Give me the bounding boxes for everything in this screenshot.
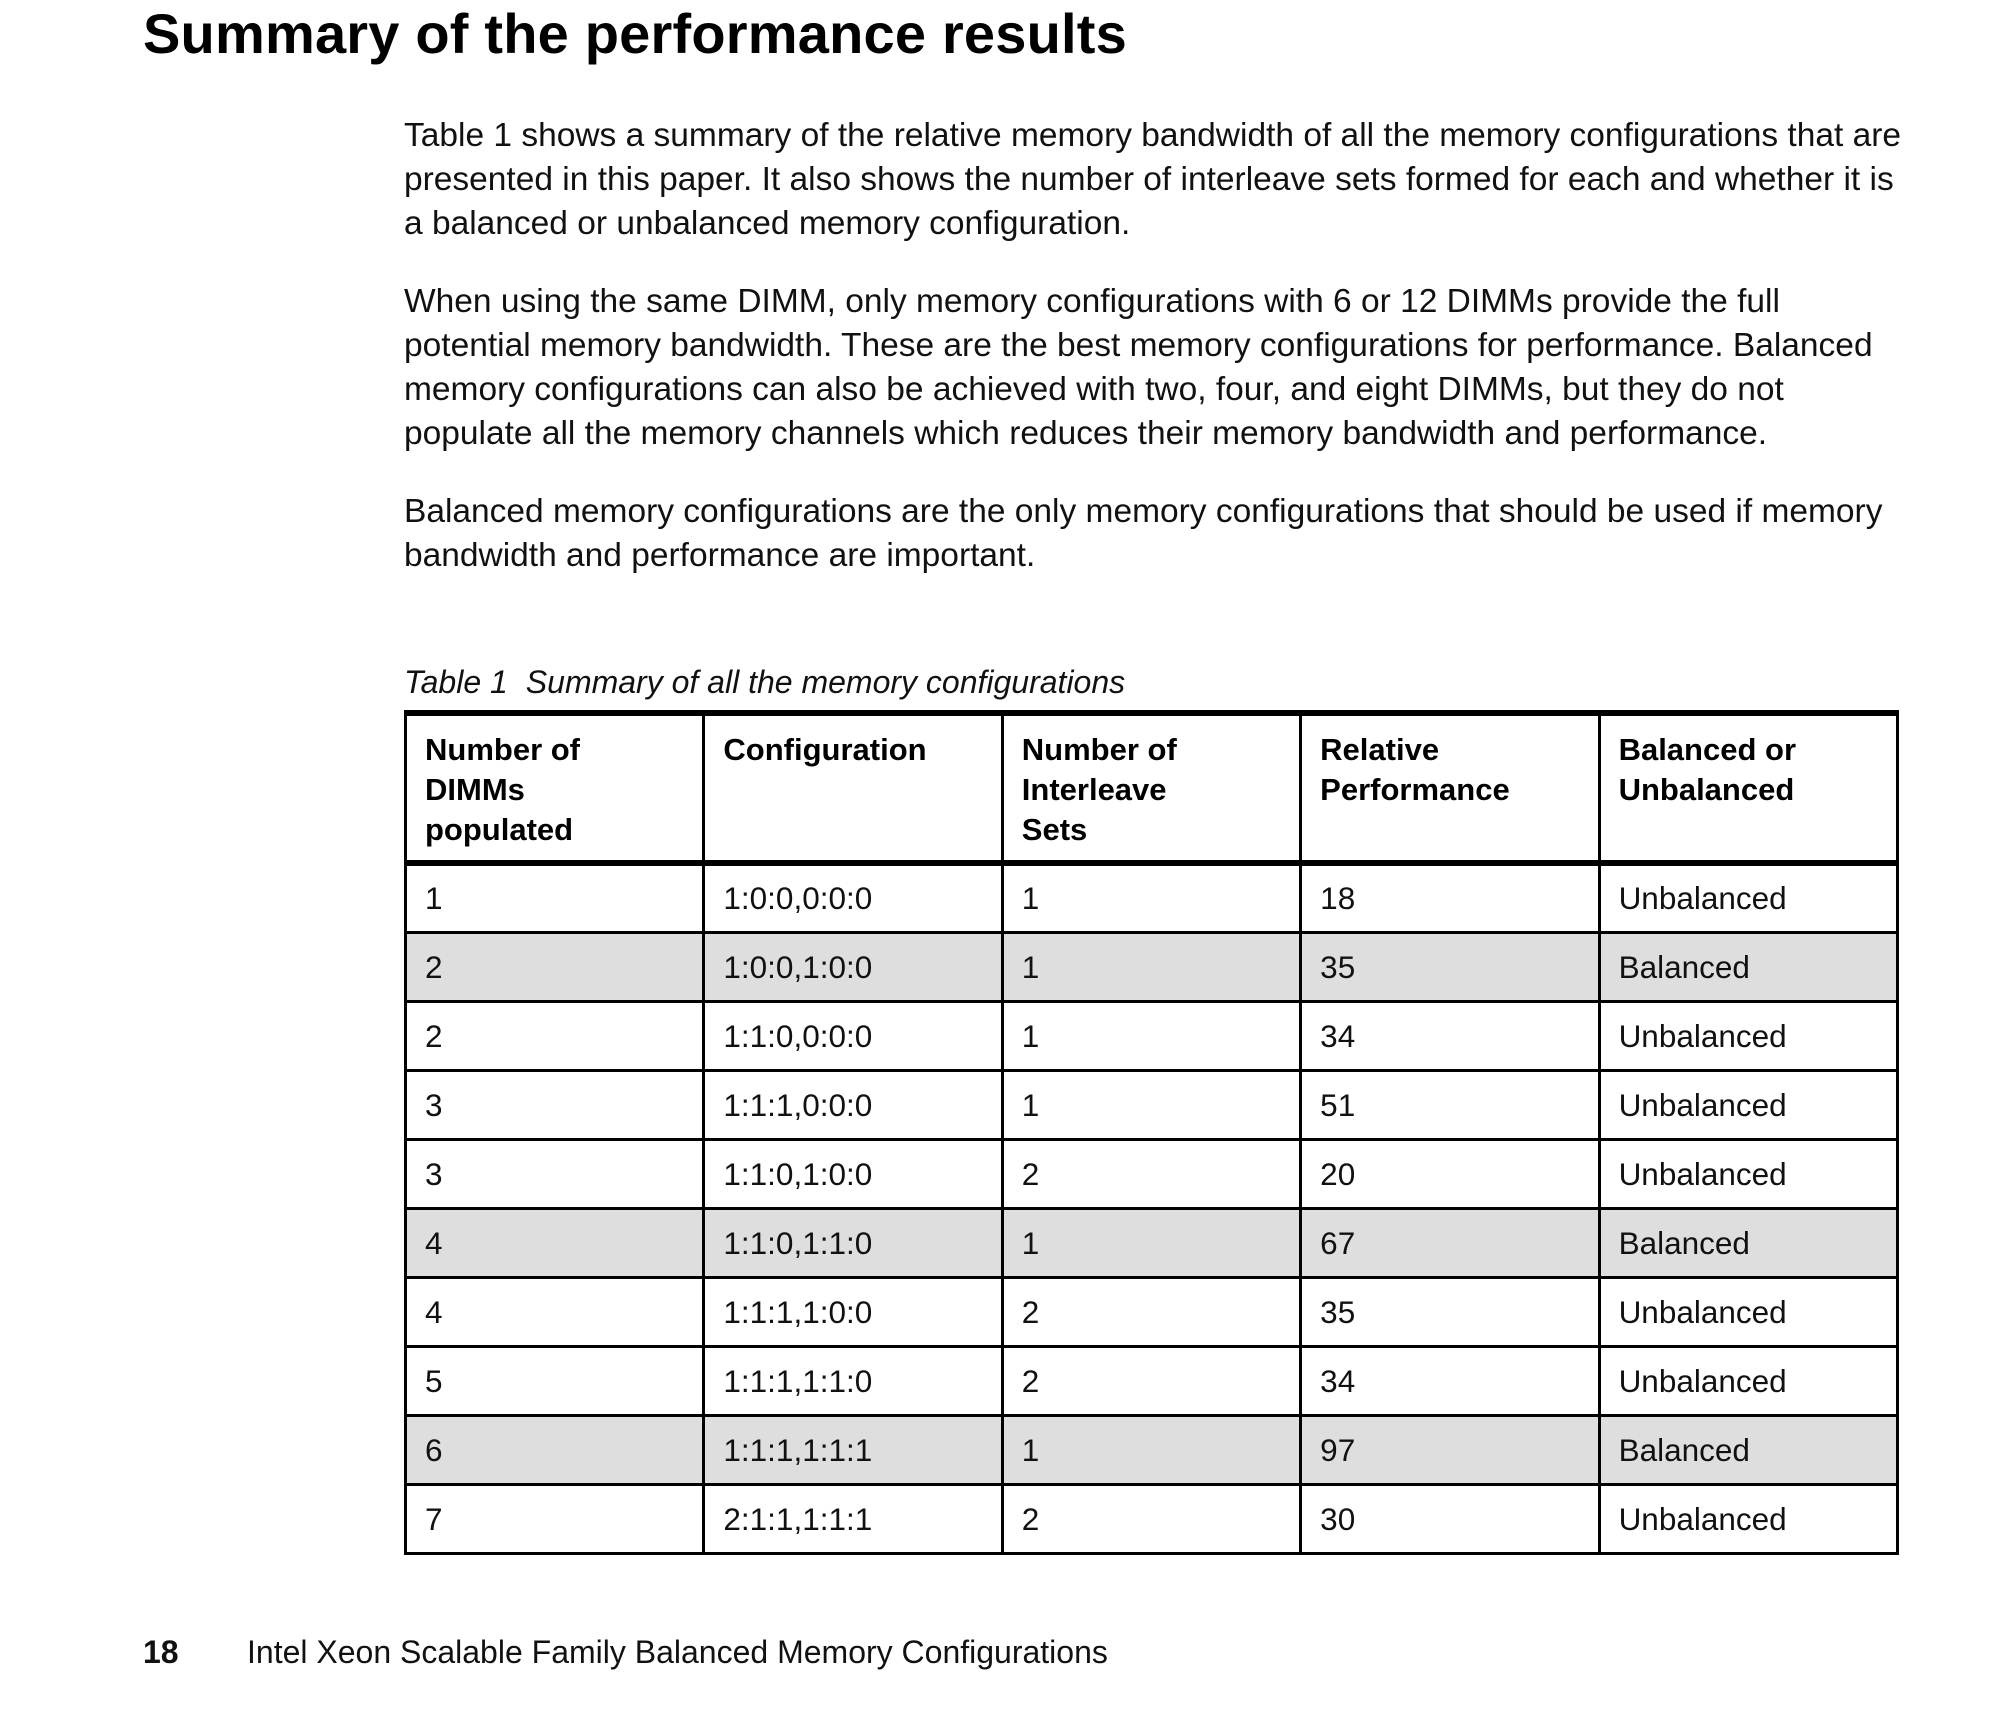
- header-interleave-sets: [1002, 713, 1300, 863]
- cell-interleave-sets: 2: [1002, 1139, 1300, 1208]
- table-caption-text: Summary of all the memory configurations: [525, 664, 1126, 700]
- cell-dimms: 2: [406, 932, 704, 1001]
- cell-interleave-sets: 1: [1002, 1415, 1300, 1484]
- header-line: Relative: [1320, 732, 1440, 767]
- cell-configuration: 1:1:0,0:0:0: [704, 1001, 1002, 1070]
- cell-relative-performance: 51: [1301, 1070, 1599, 1139]
- cell-balance: Unbalanced: [1599, 1001, 1897, 1070]
- table-row: [406, 1484, 1898, 1553]
- cell-balance: Unbalanced: [1599, 1346, 1897, 1415]
- header-line: populated: [425, 812, 574, 847]
- cell-configuration: 1:1:1,1:1:1: [704, 1415, 1002, 1484]
- table-row: [406, 1001, 1898, 1070]
- cell-relative-performance: 34: [1301, 1346, 1599, 1415]
- cell-interleave-sets: 1: [1002, 1208, 1300, 1277]
- cell-dimms: 3: [406, 1070, 704, 1139]
- table-header-row: [406, 713, 1898, 863]
- document-title: Intel Xeon Scalable Family Balanced Memory Configurations: [247, 1634, 1108, 1670]
- cell-balance: Unbalanced: [1599, 1484, 1897, 1553]
- table-caption: [404, 662, 1125, 702]
- cell-dimms: 2: [406, 1001, 704, 1070]
- memory-config-table: [404, 710, 1899, 1555]
- cell-interleave-sets: 1: [1002, 1001, 1300, 1070]
- cell-dimms: 7: [406, 1484, 704, 1553]
- cell-configuration: 1:0:0,1:0:0: [704, 932, 1002, 1001]
- cell-interleave-sets: 1: [1002, 932, 1300, 1001]
- cell-interleave-sets: 2: [1002, 1346, 1300, 1415]
- cell-balance: Balanced: [1599, 932, 1897, 1001]
- cell-balance: Unbalanced: [1599, 863, 1897, 932]
- cell-dimms: 4: [406, 1277, 704, 1346]
- cell-configuration: 1:1:1,0:0:0: [704, 1070, 1002, 1139]
- header-number-of-dimms: [406, 713, 704, 863]
- table-row: [406, 932, 1898, 1001]
- cell-relative-performance: 67: [1301, 1208, 1599, 1277]
- cell-relative-performance: 97: [1301, 1415, 1599, 1484]
- body-text: [404, 114, 1904, 612]
- cell-relative-performance: 34: [1301, 1001, 1599, 1070]
- cell-interleave-sets: 2: [1002, 1484, 1300, 1553]
- cell-balance: Balanced: [1599, 1208, 1897, 1277]
- cell-configuration: 1:1:0,1:0:0: [704, 1139, 1002, 1208]
- table-row: [406, 1070, 1898, 1139]
- header-line: Configuration: [723, 732, 927, 767]
- page-footer: [143, 1632, 1108, 1672]
- cell-configuration: 1:1:0,1:1:0: [704, 1208, 1002, 1277]
- section-heading: Summary of the performance results: [143, 2, 1127, 65]
- table-row: [406, 1139, 1898, 1208]
- table-body: [406, 863, 1898, 1553]
- paragraph-balanced: Balanced memory configurations are the only memory configurations that should be used if memory bandwidth and performance are important.: [404, 493, 1883, 574]
- header-line: Number of: [1021, 732, 1177, 767]
- cell-interleave-sets: 1: [1002, 863, 1300, 932]
- cell-dimms: 6: [406, 1415, 704, 1484]
- cell-relative-performance: 35: [1301, 932, 1599, 1001]
- cell-balance: Unbalanced: [1599, 1070, 1897, 1139]
- table-caption-number: Table 1: [404, 664, 508, 700]
- cell-dimms: 1: [406, 863, 704, 932]
- cell-relative-performance: 18: [1301, 863, 1599, 932]
- table-row: [406, 863, 1898, 932]
- cell-balance: Unbalanced: [1599, 1139, 1897, 1208]
- cell-dimms: 3: [406, 1139, 704, 1208]
- header-line: Performance: [1320, 772, 1510, 807]
- header-line: DIMMs: [425, 772, 525, 807]
- header-line: Balanced or: [1618, 732, 1797, 767]
- table-row: [406, 1346, 1898, 1415]
- page-number: 18: [143, 1634, 179, 1670]
- header-line: Sets: [1021, 812, 1088, 847]
- paragraph-same-dimm: When using the same DIMM, only memory configurations with 6 or 12 DIMMs provide the full potential memory bandwidth. These are the best memory configurations for performance. Balanced memory configurations can also be achieved with two, four, and eight DIMMs, but they do not populate all the memory channels which reduces their memory bandwidth and performance.: [404, 283, 1873, 452]
- cell-interleave-sets: 1: [1002, 1070, 1300, 1139]
- cell-configuration: 1:1:1,1:0:0: [704, 1277, 1002, 1346]
- table-row: [406, 1277, 1898, 1346]
- table-row: [406, 1415, 1898, 1484]
- cell-dimms: 5: [406, 1346, 704, 1415]
- header-line: Number of: [425, 732, 580, 767]
- header-line: Interleave: [1021, 772, 1167, 807]
- cell-dimms: 4: [406, 1208, 704, 1277]
- cell-balance: Balanced: [1599, 1415, 1897, 1484]
- cell-relative-performance: 30: [1301, 1484, 1599, 1553]
- table-row: [406, 1208, 1898, 1277]
- paragraph-intro: Table 1 shows a summary of the relative memory bandwidth of all the memory configurations that are presented in this paper. It also shows the number of interleave sets formed for each and whether it is a balanced or unbalanced memory configuration.: [404, 117, 1902, 242]
- cell-relative-performance: 35: [1301, 1277, 1599, 1346]
- header-line: Unbalanced: [1618, 772, 1795, 807]
- header-balanced-or-unbalanced: [1599, 713, 1897, 863]
- cell-balance: Unbalanced: [1599, 1277, 1897, 1346]
- cell-configuration: 1:1:1,1:1:0: [704, 1346, 1002, 1415]
- cell-relative-performance: 20: [1301, 1139, 1599, 1208]
- header-relative-performance: [1301, 713, 1599, 863]
- header-configuration: [704, 713, 1002, 863]
- cell-configuration: 1:0:0,0:0:0: [704, 863, 1002, 932]
- cell-configuration: 2:1:1,1:1:1: [704, 1484, 1002, 1553]
- cell-interleave-sets: 2: [1002, 1277, 1300, 1346]
